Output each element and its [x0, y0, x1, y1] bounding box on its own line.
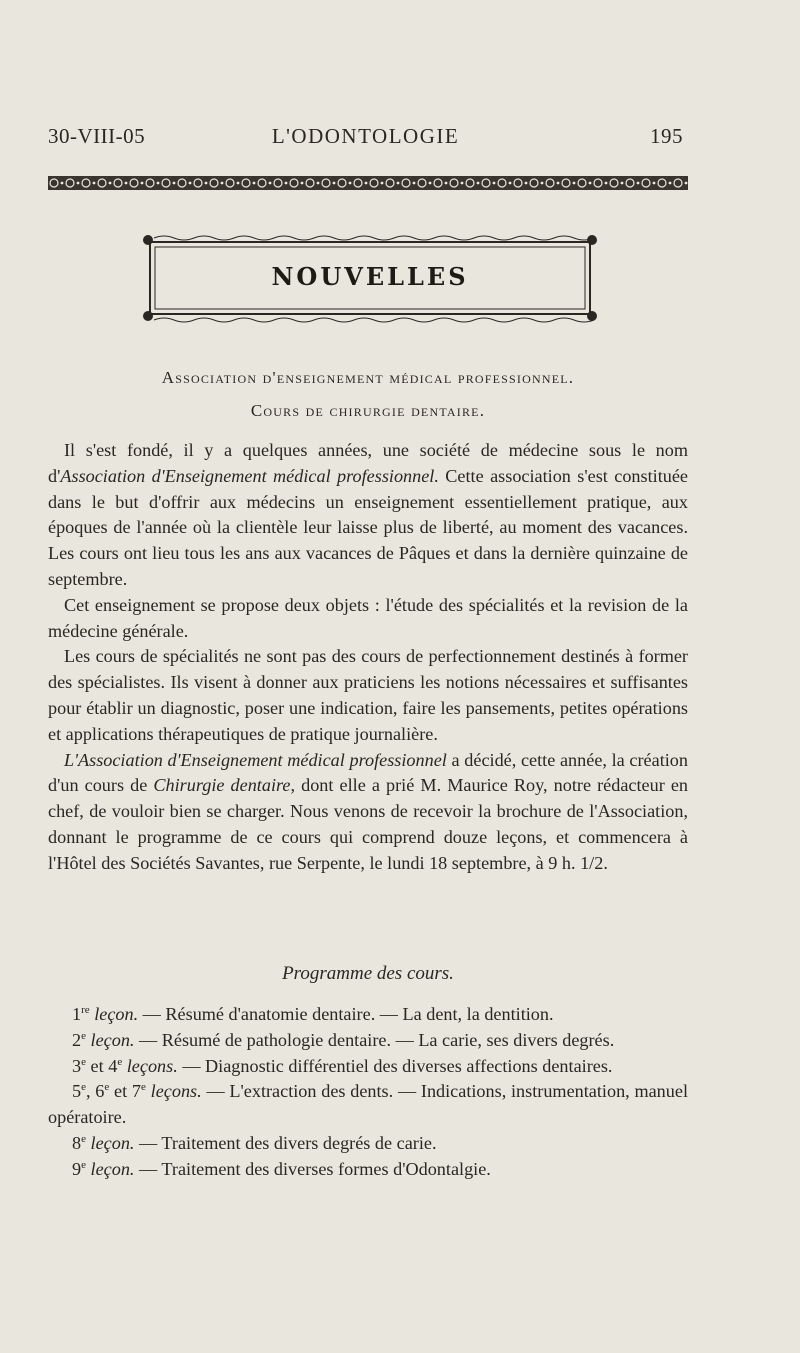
program-item: 5e, 6e et 7e leçons. — L'extraction des dents. — Indications, instrumentation, manuel opératoire.	[48, 1081, 688, 1128]
program-item: 2e leçon. — Résumé de pathologie dentaire. — La carie, ses divers degrés.	[72, 1029, 615, 1050]
paragraph-4-italic-2: Chirurgie dentaire,	[153, 775, 296, 796]
subheading-course: Cours de chirurgie dentaire.	[250, 401, 486, 420]
cartouche-frame-icon	[140, 232, 600, 324]
program-list	[48, 1002, 688, 1183]
article-body	[48, 438, 688, 877]
journal-title: L'ODONTOLOGIE	[271, 124, 460, 148]
paragraph-3: Les cours de spécialités ne sont pas des cours de perfectionnement destinés à former des spécialistes. Ils visent à donner aux praticiens les notions nécessaires et suffisantes pour établir un diagnostic, poser une indication, faire les pansements, petites opérations et applications thérapeutiques de pratique journalière.	[48, 646, 688, 744]
paragraph-1	[48, 438, 688, 593]
ornamental-band-icon	[48, 176, 688, 190]
program-title: Programme des cours.	[282, 963, 454, 984]
program-item: 3e et 4e leçons. — Diagnostic différentiel des diverses affections dentaires.	[72, 1055, 613, 1076]
paragraph-4-italic: L'Association d'Enseignement médical professionnel	[64, 749, 447, 770]
page-number: 195	[650, 124, 683, 148]
paragraph-1-text-b: Cette association s'est constituée dans le but d'offrir aux médecins un enseignement essentiellement pratique, aux époques de l'année où la clientèle leur laisse plus de liberté, au moment des vacances. Les cours ont lieu tous les ans aux vacances de Pâques et dans la dernière quinzaine de septembre.	[48, 465, 688, 589]
program-item: 1re leçon. — Résumé d'anatomie dentaire. — La dent, la dentition.	[72, 1003, 554, 1024]
paragraph-1-text-a: Il s'est fondé, il y a quelques années, une société de médecine sous le nom d'	[48, 440, 688, 486]
paragraph-2: Cet enseignement se propose deux objets : l'étude des spécialités et la revision de la médecine générale.	[48, 594, 688, 641]
subheading-association: Association d'enseignement médical professionnel.	[161, 368, 575, 387]
paragraph-4	[48, 748, 688, 877]
issue-date: 30-VIII-05	[48, 124, 146, 148]
paragraph-4-text-b: dont elle a prié M. Maurice Roy, notre rédacteur en chef, de vouloir bien se charger. Nous venons de recevoir la brochure de l'Association, donnant le programme de ce cours qui comprend douze leçons, et commencera à l'Hôtel des Sociétés Savantes, rue Serpente, le lundi 18 septembre, à 9 h. 1/2.	[48, 775, 688, 873]
program-item: 9e leçon. — Traitement des diverses formes d'Odontalgie.	[72, 1158, 491, 1179]
section-title: NOUVELLES	[271, 262, 469, 291]
paragraph-4-text-a: a décidé, cette année, la création d'un cours de	[48, 749, 688, 796]
paragraph-1-italic: Association d'Enseignement médical professionnel.	[60, 465, 439, 486]
program-item: 8e leçon. — Traitement des divers degrés de carie.	[72, 1132, 437, 1153]
running-head	[48, 124, 683, 154]
